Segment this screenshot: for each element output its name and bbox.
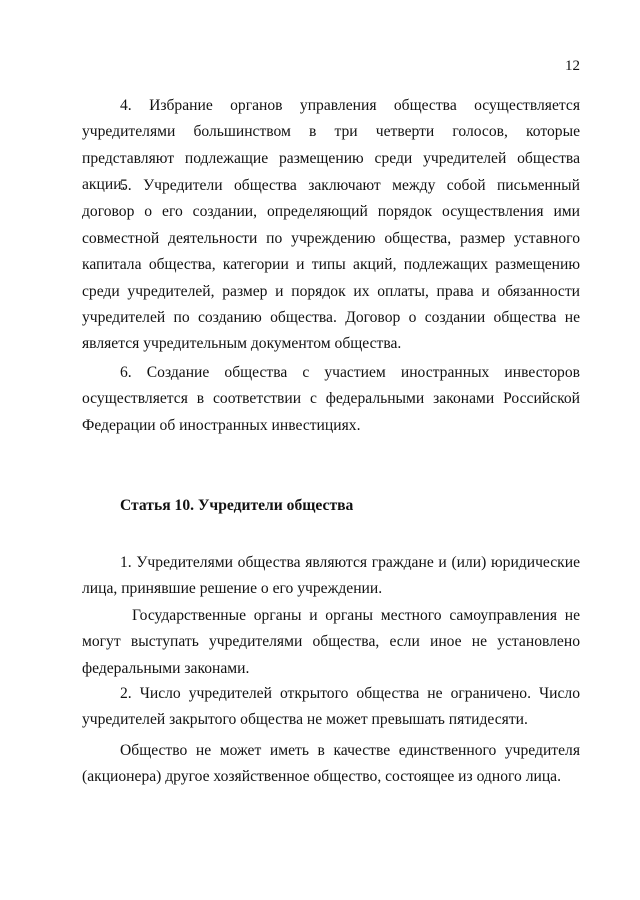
page-number: 12 [565,58,580,74]
paragraph-founders-2: 2. Число учредителей открытого общества не ограничено. Число учредителей закрытого общества не может превышать пятидесяти. [82,685,580,729]
paragraph-item-4: 4. Избрание органов управления общества осуществляется учредителями большинством в три четверти голосов, которые представляют подлежащие размещению среди учредителей общества акции. [82,97,580,194]
paragraph-founders-1: 1. Учредителями общества являются граждане и (или) юридические лица, принявшие решение о его учреждении. [82,554,580,598]
paragraph-state-bodies: Государственные органы и органы местного самоуправления не могут выступать учредителями общества, если иное не установлено федеральными законами. [82,607,580,677]
article-heading [120,494,353,518]
article-title: Учредители общества [197,497,354,514]
paragraph-single-founder: Общество не может иметь в качестве единственного учредителя (акционера) другое хозяйственное общество, состоящее из одного лица. [82,742,580,786]
paragraph-item-5: 5. Учредители общества заключают между собой письменный договор о его создании, определяющий порядок осуществления ими совместной деятельности по учреждению общества, размер уставного капитала общества, категории и типы акций, подлежащих размещению среди учредителей, размер и порядок их оплаты, права и обязанности учредителей по созданию общества. Договор о создании общества не является учредительным документом общества. [82,177,580,353]
paragraph-item-6: 6. Создание общества с участием иностранных инвесторов осуществляется в соответствии с федеральными законами Российской Федерации об иностранных инвестициях. [82,364,580,434]
article-label: Статья 10. [120,497,195,514]
